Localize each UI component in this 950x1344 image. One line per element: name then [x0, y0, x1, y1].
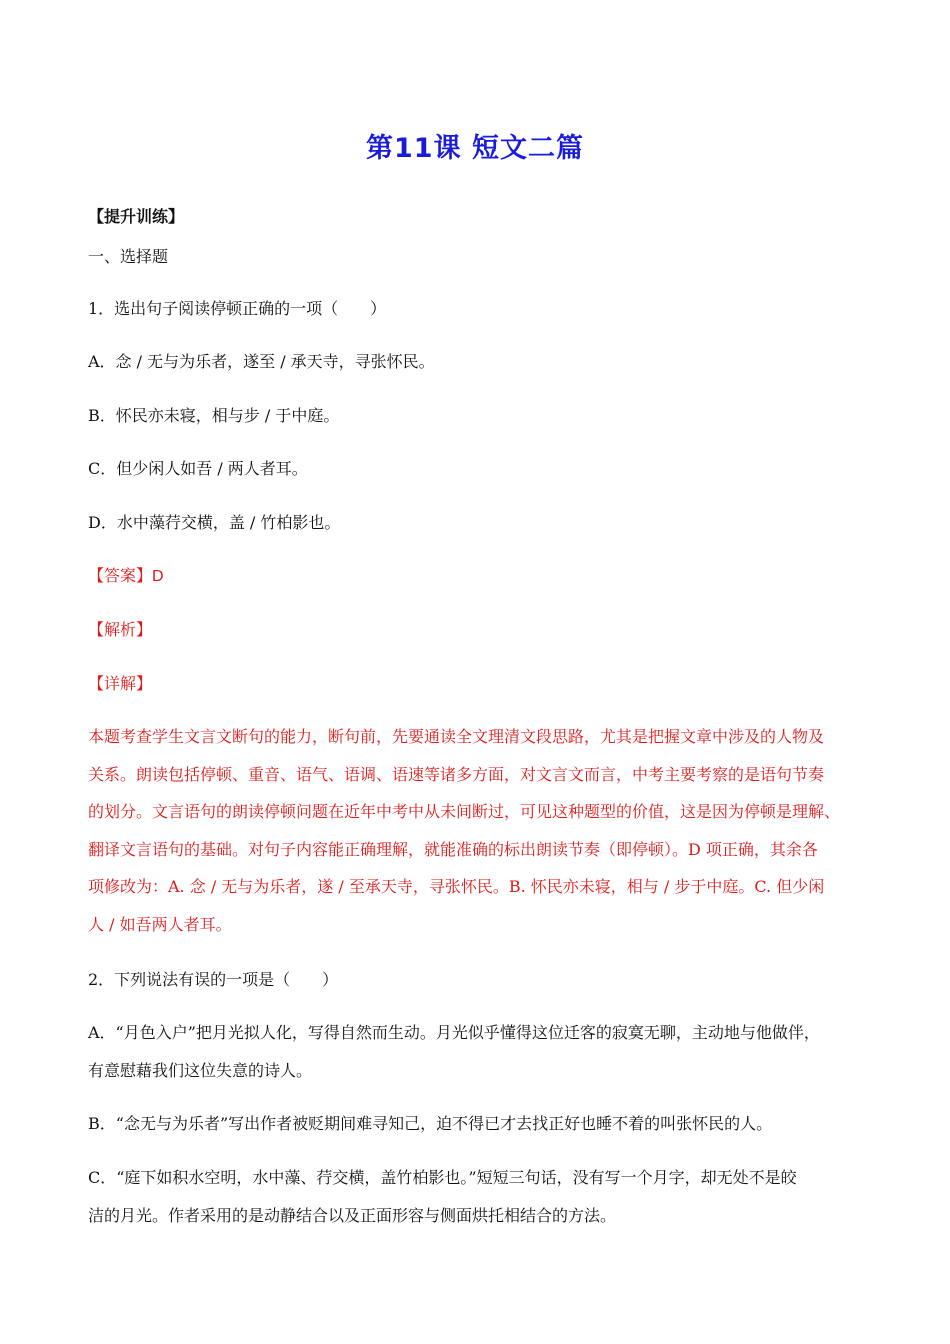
answer-row	[88, 566, 164, 587]
analysis-label: 【解析】	[88, 620, 153, 639]
question-2-option-b: B．“念无与为乐者”写出作者被贬期间难寻知己，迫不得已才去找正好也睡不着的叫张怀民的人。	[88, 1114, 773, 1133]
question-1-option-a: A．念 / 无与为乐者，遂至 / 承天寺，寻张怀民。	[88, 352, 435, 371]
question-2-option-a-line: 有意慰藉我们这位失意的诗人。	[88, 1061, 313, 1080]
question-2-stem: 2．下列说法有误的一项是（ ）	[88, 970, 339, 989]
question-1-stem: 1．选出句子阅读停顿正确的一项（ ）	[88, 299, 387, 318]
section-header: 【提升训练】	[88, 207, 185, 226]
explanation-line: 翻译文言语句的基础。对句子内容能正确理解，就能准确的标出朗读节奏（即停顿）。D 项正确，其余各	[88, 840, 818, 859]
answer-label: 【答案】	[88, 566, 153, 585]
question-2-option-a-line: A．“月色入户”把月光拟人化，写得自然而生动。月光似乎懂得这位迁客的寂寞无聊，主动地与他做伴，	[88, 1023, 820, 1042]
question-1-option-c: C．但少闲人如吾 / 两人者耳。	[88, 459, 308, 478]
explanation-line: 关系。朗读包括停顿、重音、语气、语调、语速等诸多方面，对文言文而言，中考主要考察的是语句节奏	[88, 765, 825, 784]
explanation-line: 本题考查学生文言文断句的能力，断句前，先要通读全文理清文段思路，尤其是把握文章中涉及的人物及	[88, 727, 825, 746]
question-1-option-b: B．怀民亦未寝，相与步 / 于中庭。	[88, 406, 340, 425]
part-header: 一、选择题	[88, 247, 169, 266]
detail-label: 【详解】	[88, 674, 153, 693]
question-2-option-c-line: 洁的月光。作者采用的是动静结合以及正面形容与侧面烘托相结合的方法。	[88, 1206, 617, 1225]
answer-value: D	[152, 568, 164, 585]
explanation-line: 的划分。文言语句的朗读停顿问题在近年中考中从未间断过，可见这种题型的价值，这是因为停顿是理解、	[88, 802, 841, 821]
explanation-line: 人 / 如吾两人者耳。	[88, 915, 232, 934]
question-1-option-d: D．水中藻荇交横，盖 / 竹柏影也。	[88, 513, 341, 532]
question-2-option-c-line: C．“庭下如积水空明，水中藻、荇交横，盖竹柏影也。”短短三句话，没有写一个月字，却无处不是皎	[88, 1168, 797, 1187]
explanation-line: 项修改为：A. 念 / 无与为乐者，遂 / 至承天寺，寻张怀民。B. 怀民亦未寝，相与 / 步于中庭。C. 但少闲	[88, 877, 825, 896]
page-title: 第11课 短文二篇	[366, 133, 584, 164]
